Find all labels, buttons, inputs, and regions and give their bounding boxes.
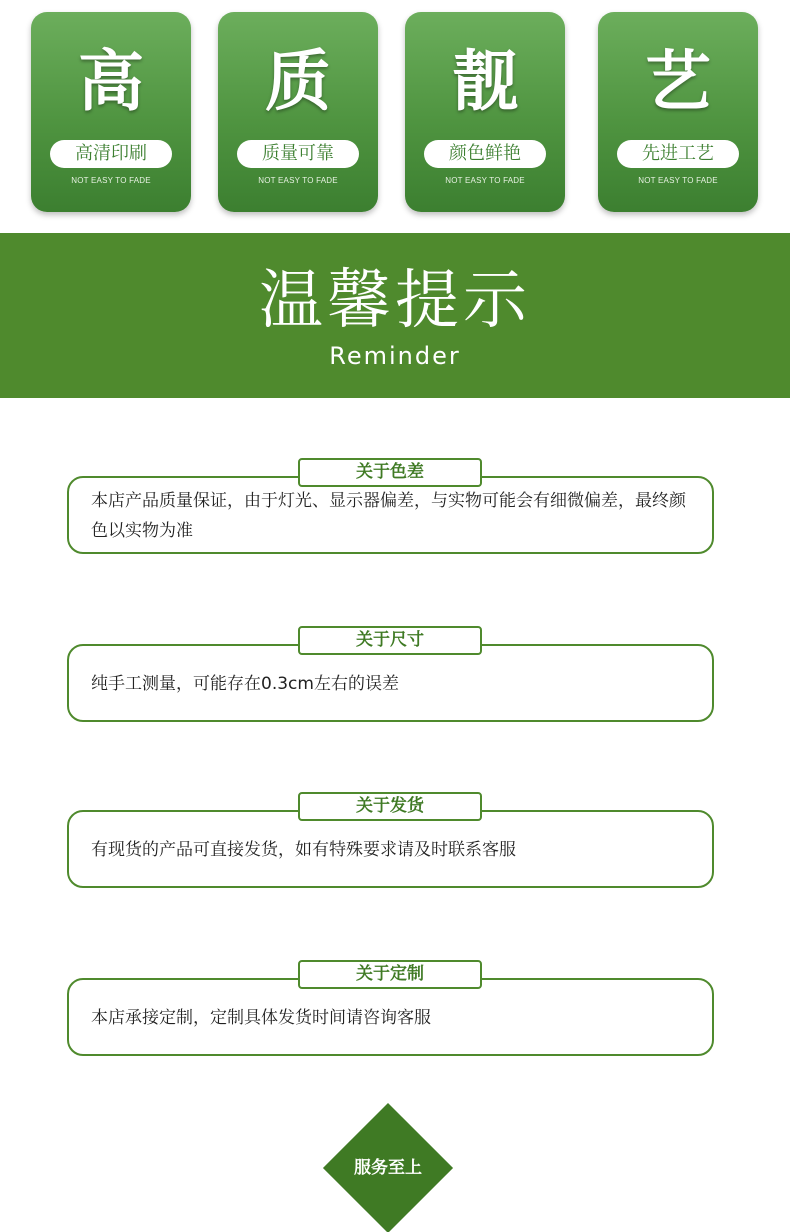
notice-box xyxy=(67,644,714,722)
notice-text: 本店产品质量保证，由于灯光、显示器偏差，与实物可能会有细微偏差，最终颜色以实物为准 xyxy=(91,491,686,541)
feature-card-color xyxy=(405,12,565,212)
feature-label: 质量可靠 xyxy=(237,140,359,168)
notice-box xyxy=(67,978,714,1056)
feature-label: 先进工艺 xyxy=(617,140,739,168)
notice-title: 关于尺寸 xyxy=(298,626,482,655)
banner-title: 温馨提示 xyxy=(259,264,531,338)
feature-label: 高清印刷 xyxy=(50,140,172,168)
notice-color-difference xyxy=(67,458,714,554)
feature-subtitle: NOT EASY TO FADE xyxy=(445,176,525,185)
notice-title: 关于色差 xyxy=(298,458,482,487)
feature-label: 颜色鲜艳 xyxy=(424,140,546,168)
notice-text: 本店承接定制，定制具体发货时间请咨询客服 xyxy=(91,1008,431,1028)
notice-shipping xyxy=(67,792,714,888)
service-badge-text: 服务至上 xyxy=(354,1158,422,1178)
feature-subtitle: NOT EASY TO FADE xyxy=(258,176,338,185)
notice-box xyxy=(67,810,714,888)
feature-cards xyxy=(0,12,790,212)
feature-card-high-definition xyxy=(31,12,191,212)
notice-box xyxy=(67,476,714,554)
reminder-banner xyxy=(0,233,790,398)
feature-subtitle: NOT EASY TO FADE xyxy=(638,176,718,185)
feature-subtitle: NOT EASY TO FADE xyxy=(71,176,151,185)
feature-char: 靓 xyxy=(452,43,518,120)
notice-text: 有现货的产品可直接发货，如有特殊要求请及时联系客服 xyxy=(91,840,516,860)
notice-text: 纯手工测量，可能存在0.3cm左右的误差 xyxy=(91,674,399,694)
banner-subtitle: Reminder xyxy=(329,342,461,370)
notice-size xyxy=(67,626,714,722)
notice-title: 关于定制 xyxy=(298,960,482,989)
feature-char: 质 xyxy=(265,43,331,120)
notice-customization xyxy=(67,960,714,1056)
feature-char: 艺 xyxy=(645,43,711,120)
notice-title: 关于发货 xyxy=(298,792,482,821)
feature-card-quality xyxy=(218,12,378,212)
feature-card-craft xyxy=(598,12,758,212)
feature-char: 高 xyxy=(78,43,144,120)
